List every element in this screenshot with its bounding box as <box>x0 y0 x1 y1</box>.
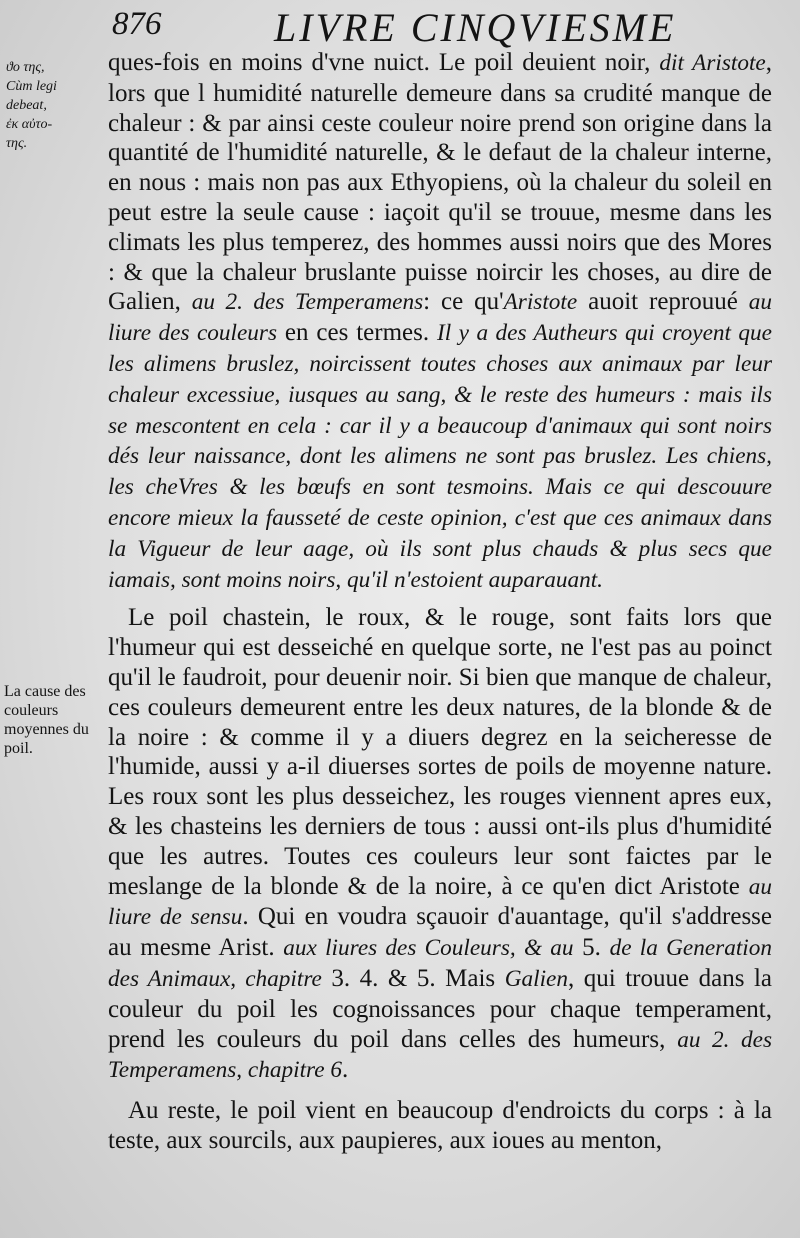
text-run: en ces termes. <box>277 319 438 347</box>
body-text <box>108 48 772 1156</box>
italic-run: Il y a des Autheurs qui croyent que les alimens bruslez, noircissent toutes choses aux animaux par leur chaleur excessiue, iusques au sang, & le reste des humeurs : mais ils se mescontent en cela : car il y a beaucoup d'animaux qui sont noirs dés leur naissance, dont les alimens ne sont pas bruslez. Les chiens, les cheVres & les bœufs en sont tesmoins. Mais ce qui descouure encore mieux la fausseté de ceste opinion, c'est que ces animaux dans la Vigueur de leur aage, où ils sont plus chauds & plus secs que iamais, sont moins noirs, qu'il n'estoient auparauant. <box>108 320 772 593</box>
text-run: , qui trouue dans la couleur du poil les cognoissances pour chaque temperament, prend les couleurs du poil dans celles des humeurs, <box>108 964 772 1053</box>
running-head: LIVRE CINQVIESME <box>274 5 677 50</box>
margin-note-line: ἐκ αὐτο- <box>6 117 53 132</box>
text-run: 5. <box>573 934 610 962</box>
text-run: auoit reprouué <box>577 288 749 316</box>
italic-run: Galien <box>504 965 568 992</box>
italic-run: dit Aristote <box>659 50 766 76</box>
page-header <box>112 4 792 50</box>
italic-run: au 2. des Temperamens, chapitre 6 <box>108 1026 772 1084</box>
text-run: Au reste, le poil vient en beaucoup d'endroicts du corps : à la teste, aux sourcils, aux paupieres, aux ioues au menton, <box>108 1097 772 1154</box>
margin-note-greek <box>6 58 98 153</box>
text-run: . <box>342 1056 349 1084</box>
margin-note-line: ϑο της, <box>6 60 45 75</box>
text-run: , lors que l humidité naturelle demeure dans sa crudité manque de chaleur : & par ainsi ceste couleur noire prend son origine dans la quantité de l'humidité naturelle, & le defaut de la chaleur interne, en nous : mais non pas aux Ethyopiens, où la chaleur du soleil en peut estre la seule cause : iaçoit qu'il se trouue, mesme dans les climats les plus temperez, des hommes aussi noirs que des Mores : & que la chaleur bruslante puisse noircir les choses, au dire de Galien, <box>108 49 773 316</box>
margin-note-line: Cùm legi <box>6 79 57 94</box>
italic-run: Aristote <box>503 289 578 316</box>
text-run: Le poil chastein, le roux, & le rouge, sont faits lors que l'humeur qui est desseiché en quelque sorte, ne l'est pas au poinct qu'il le faudroit, pour deuenir noir. Si bien que manque de chaleur, ces couleurs demeurent entre les deux natures, de la blonde & de la noire : & comme il y a diuers degrez en la seicheresse de l'humide, aussi y a-il diuerses sortes de poils de moyenne nature. Les roux sont les plus desseichez, les rouges viennent apres eux, & les chasteins les derniers de tous : aussi ont-ils plus d'humidité que les autres. Toutes ces couleurs leur sont faictes par le meslange de la blonde & de la noire, à ce qu'en dict Aristote <box>108 604 772 900</box>
paragraph <box>108 1096 772 1156</box>
paragraph <box>108 48 772 595</box>
margin-note-line: της. <box>6 136 28 151</box>
margin-note-cause: La cause des couleurs moyennes du poil. <box>4 683 89 757</box>
text-run: 3. 4. & 5. Mais <box>321 964 505 992</box>
italic-run: au liure des couleurs <box>108 289 772 347</box>
text-run: ques-fois en moins d'vne nuict. Le poil deuient noir, <box>108 49 660 76</box>
italic-run: aux liures des Couleurs, & au <box>283 935 574 962</box>
page-number: 876 <box>112 6 162 42</box>
text-run: . Qui en voudra sçauoir d'auantage, qu'il s'addresse au mesme Arist. <box>108 903 772 962</box>
italic-run: de la Generation des Animaux, chapitre <box>108 935 772 992</box>
italic-run: au liure de sensu <box>108 873 772 931</box>
text-run: : ce qu' <box>423 288 504 316</box>
margin-note-line: debeat, <box>6 98 47 113</box>
italic-run: au 2. des Temperamens <box>191 289 424 316</box>
paragraph <box>108 603 772 1086</box>
